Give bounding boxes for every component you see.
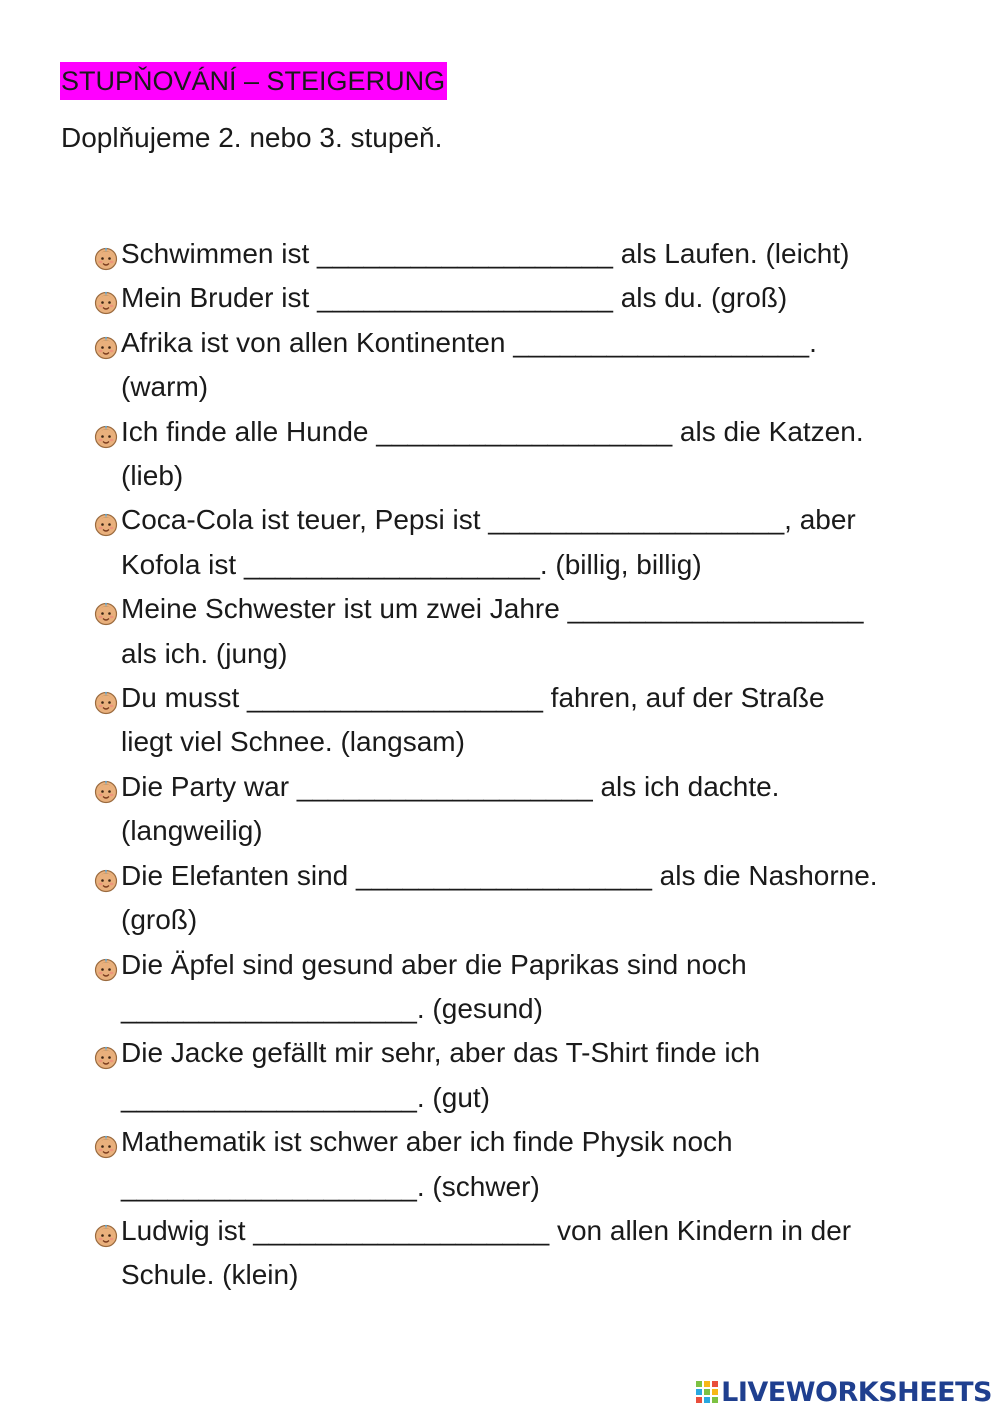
baby-face-icon [93, 506, 119, 532]
exercise-text-line: (langweilig) [121, 815, 263, 847]
exercise-text-line: Die Jacke gefällt mir sehr, aber das T-Shirt finde ich [121, 1037, 761, 1069]
baby-face-icon [93, 862, 119, 888]
baby-face-icon [93, 951, 119, 977]
exercise-item [92, 321, 952, 410]
exercise-text-line: Schule. (klein) [121, 1259, 299, 1291]
exercise-text-line: (lieb) [121, 460, 184, 492]
exercise-item [92, 943, 952, 1032]
liveworksheets-logo [696, 1377, 992, 1407]
exercise-item [92, 587, 952, 676]
exercise-item [92, 498, 952, 587]
exercise-text-line: Du musst ___________________ fahren, auf der Straße [121, 682, 825, 714]
exercise-item [92, 410, 952, 499]
baby-face-icon [93, 284, 119, 310]
exercise-item [92, 765, 952, 854]
baby-face-icon [93, 773, 119, 799]
exercise-item [92, 1209, 952, 1298]
exercise-text-line: (groß) [121, 904, 198, 936]
baby-face-icon [93, 684, 119, 710]
baby-face-icon [93, 595, 119, 621]
exercise-text-line: Meine Schwester ist um zwei Jahre ___________________ [121, 593, 864, 625]
baby-face-icon [93, 1039, 119, 1065]
exercise-text-line: Afrika ist von allen Kontinenten ___________________. [121, 326, 817, 358]
exercise-text-line: liegt viel Schnee. (langsam) [121, 726, 465, 758]
logo-blocks-icon [696, 1381, 718, 1403]
exercise-item [92, 1031, 952, 1120]
exercise-text-line: Die Elefanten sind ___________________ als die Nashorne. [121, 859, 878, 891]
exercise-text-line: Mein Bruder ist ___________________ als du. (groß) [121, 282, 788, 314]
exercise-item [92, 1120, 952, 1209]
logo-text: LIVEWORKSHEETS [721, 1376, 992, 1408]
exercise-text-line: ___________________. (schwer) [121, 1170, 540, 1202]
exercise-text-line: Mathematik ist schwer aber ich finde Physik noch [121, 1126, 733, 1158]
exercise-text-line: Kofola ist ___________________. (billig, billig) [121, 548, 702, 580]
baby-face-icon [93, 418, 119, 444]
exercise-item [92, 676, 952, 765]
page-title: STUPŇOVÁNÍ – STEIGERUNG [60, 62, 447, 100]
baby-face-icon [93, 1128, 119, 1154]
baby-face-icon [93, 240, 119, 266]
exercise-item [92, 232, 952, 276]
exercise-item [92, 276, 952, 320]
exercise-text-line: Ich finde alle Hunde ___________________ als die Katzen. [121, 415, 864, 447]
exercise-text-line: ___________________. (gesund) [121, 992, 543, 1024]
exercise-text-line: Die Äpfel sind gesund aber die Paprikas sind noch [121, 948, 747, 980]
baby-face-icon [93, 1217, 119, 1243]
exercise-text-line: (warm) [121, 371, 209, 403]
exercise-item [92, 854, 952, 943]
exercise-list [92, 232, 952, 1298]
exercise-text-line: als ich. (jung) [121, 637, 288, 669]
exercise-text-line: Die Party war ___________________ als ich dachte. [121, 770, 780, 802]
exercise-text-line: Coca-Cola ist teuer, Pepsi ist ___________________, aber [121, 504, 856, 536]
exercise-text-line: Schwimmen ist ___________________ als Laufen. (leicht) [121, 238, 850, 269]
baby-face-icon [93, 329, 119, 355]
exercise-text-line: Ludwig ist ___________________ von allen Kindern in der [121, 1214, 852, 1246]
instruction-text: Doplňujeme 2. nebo 3. stupeň. [61, 122, 443, 153]
exercise-text-line: ___________________. (gut) [121, 1081, 491, 1113]
